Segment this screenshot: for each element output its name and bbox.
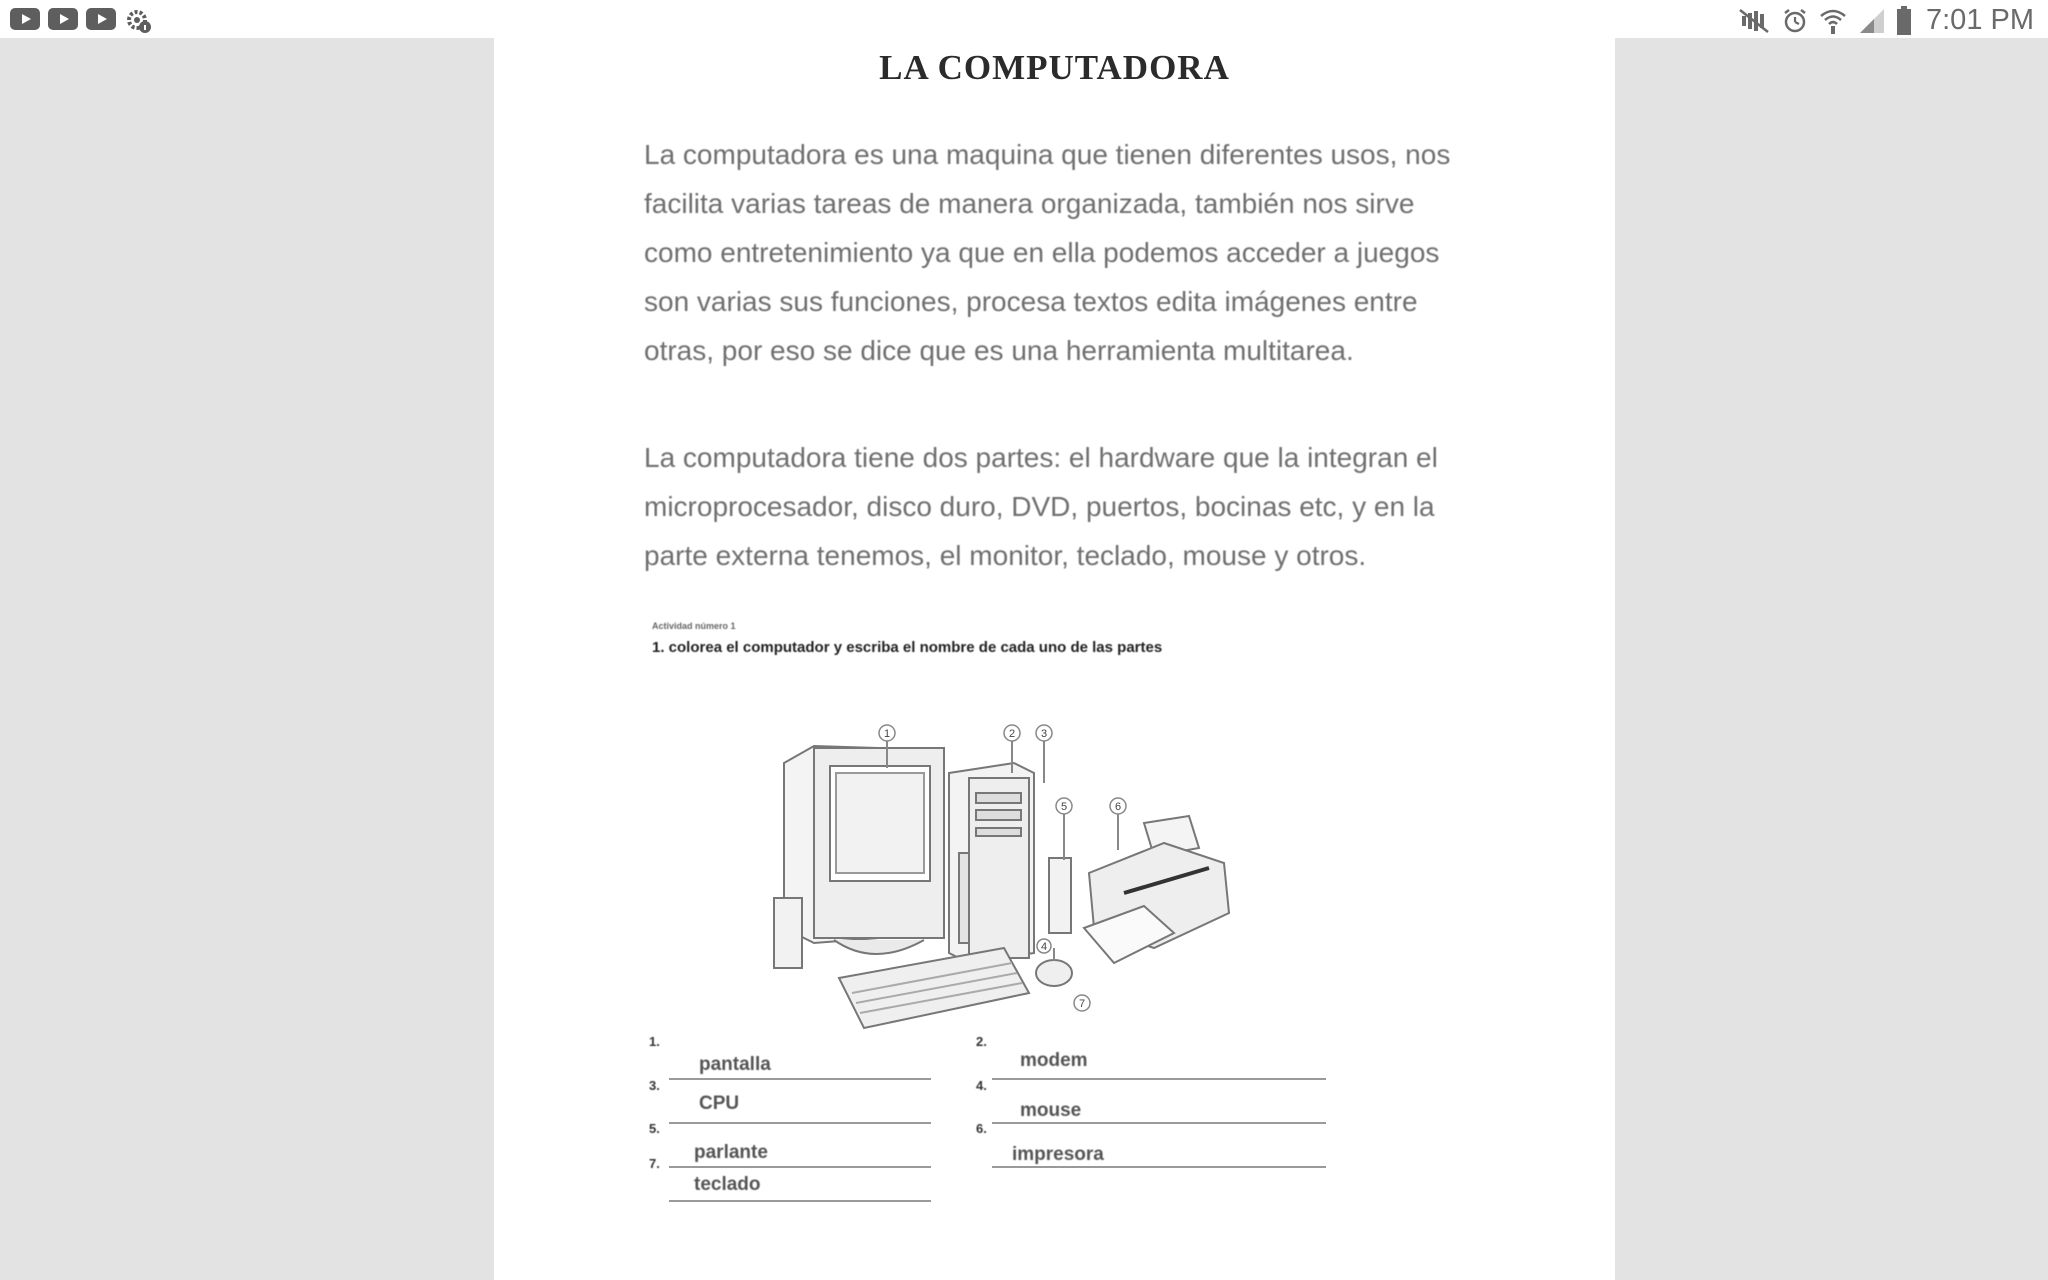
signal-icon [1858, 7, 1886, 35]
keyboard-drawing [839, 948, 1029, 1028]
document-title: LA COMPUTADORA [879, 48, 1230, 87]
right-speaker-drawing [1049, 858, 1071, 933]
answer-text: pantalla [699, 1054, 771, 1075]
answer-text: teclado [694, 1174, 761, 1195]
callout-number: 6 [1114, 801, 1122, 813]
notification-icons [10, 8, 150, 32]
callout-number: 1 [883, 728, 891, 740]
alarm-icon [1782, 8, 1808, 34]
callout-number: 2 [1008, 728, 1016, 740]
answer-text: impresora [1012, 1144, 1104, 1165]
printer-drawing [1084, 816, 1229, 963]
cpu-tower-drawing [949, 763, 1034, 963]
youtube-icon [10, 8, 40, 30]
youtube-icon [86, 8, 116, 30]
callout-number: 4 [1040, 941, 1048, 953]
paragraph-parts: La computadora tiene dos partes: el hardware que la integran el microprocesador, disco duro, DVD, puertos, bocinas etc, y en la parte externa tenemos, el monitor, teclado, mouse y otros. [644, 442, 1438, 571]
answer-text: mouse [1020, 1100, 1082, 1121]
system-icons [1738, 4, 2034, 37]
callout-number: 7 [1078, 998, 1086, 1010]
monitor-drawing [784, 746, 944, 954]
document-page [494, 38, 1615, 1280]
callout-number: 5 [1060, 801, 1068, 813]
answer-number: 2. [976, 1034, 987, 1049]
answer-text: parlante [694, 1142, 768, 1163]
paragraph-intro: La computadora es una maquina que tienen diferentes usos, nos facilita varias tareas de manera organizada, también nos sirve como entretenimiento ya que en ella podemos acceder a juegos son varias sus funciones, procesa textos edita imágenes entre otras, por eso se dice que es una herramienta multitarea. [644, 139, 1451, 366]
youtube-icon [48, 8, 78, 30]
answer-text: modem [1020, 1050, 1088, 1071]
mouse-drawing [1036, 960, 1072, 986]
status-clock: 7:01 PM [1926, 4, 2034, 36]
answer-number: 3. [649, 1078, 660, 1093]
answer-number: 7. [649, 1156, 660, 1171]
left-speaker-drawing [774, 898, 802, 968]
wifi-icon [1818, 7, 1848, 35]
activity-instruction: 1. colorea el computador y escriba el nombre de cada uno de las partes [652, 639, 1163, 656]
mute-icon [1738, 8, 1772, 34]
settings-info-icon [126, 8, 150, 32]
answer-text: CPU [699, 1093, 740, 1114]
computer-diagram [744, 678, 1334, 1053]
answer-number: 4. [976, 1078, 987, 1093]
status-bar [0, 0, 2048, 38]
answer-number: 1. [649, 1034, 660, 1049]
answer-number: 6. [976, 1121, 987, 1136]
callout-number: 3 [1040, 728, 1048, 740]
activity-header: Actividad número 1 [652, 621, 736, 631]
battery-icon [1896, 6, 1912, 36]
answer-number: 5. [649, 1121, 660, 1136]
